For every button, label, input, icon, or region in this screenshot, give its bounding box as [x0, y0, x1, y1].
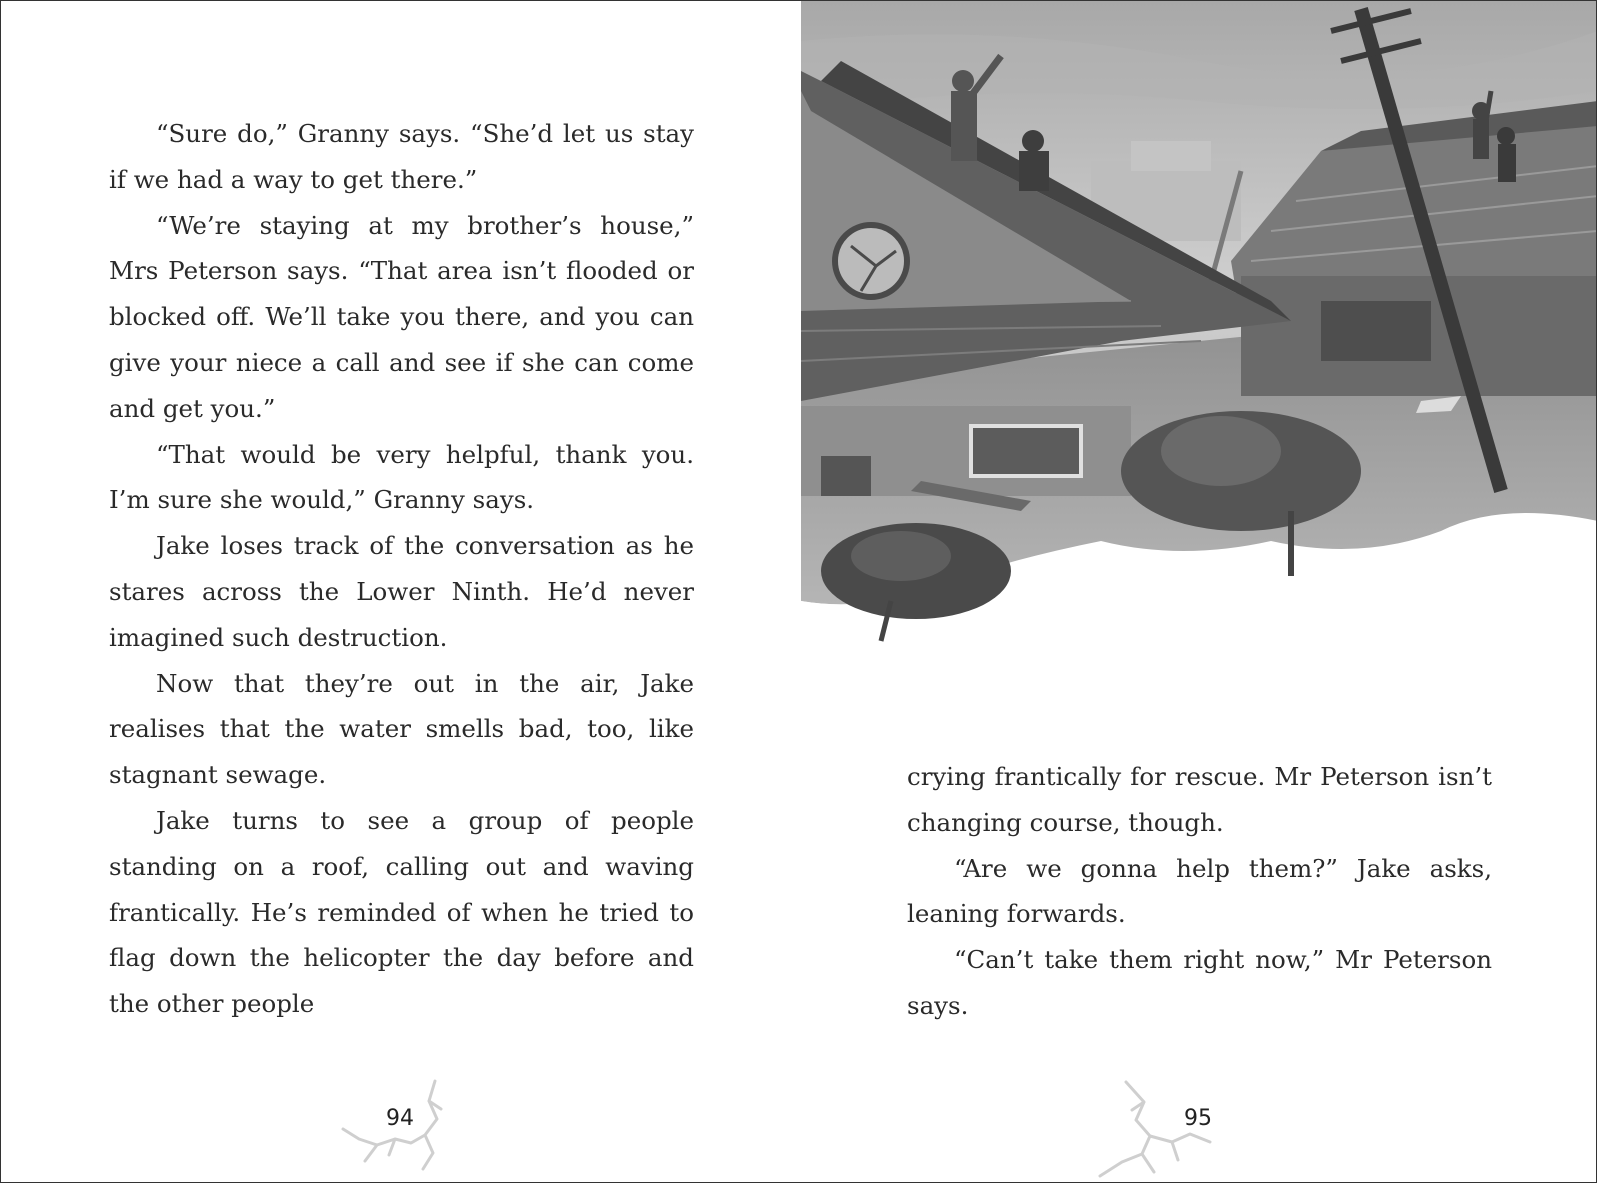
- left-page: [1, 1, 801, 1182]
- page-number: 95: [1184, 1106, 1212, 1131]
- paragraph: “Sure do,” Granny says. “She’d let us stay if we had a way to get there.”: [109, 119, 694, 194]
- paragraph: “That would be very helpful, thank you. I’m sure she would,” Granny says.: [109, 439, 694, 515]
- paragraph: “Are we gonna help them?” Jake asks, leaning forwards.: [907, 853, 1492, 929]
- right-page-text: [907, 754, 1492, 1029]
- paragraph: “We’re staying at my brother’s house,” Mrs Peterson says. “That area isn’t flooded or blocked off. We’ll take you there, and you can give your niece a call and see if she can come and get you.”: [109, 210, 694, 423]
- left-page-text: [109, 111, 694, 1027]
- paragraph: Jake loses track of the conversation as he stares across the Lower Ninth. He’d never imagined such destruction.: [109, 531, 694, 652]
- paragraph: crying frantically for rescue. Mr Peterson isn’t changing course, though.: [907, 762, 1492, 837]
- right-page: [801, 1, 1597, 1182]
- page-number: 94: [386, 1106, 414, 1131]
- paragraph: Now that they’re out in the air, Jake realises that the water smells bad, too, like stagnant sewage.: [109, 668, 694, 790]
- flooded-houses-illustration-icon: [801, 1, 1597, 661]
- paragraph: “Can’t take them right now,” Mr Peterson says.: [907, 945, 1492, 1020]
- paragraph: Jake turns to see a group of people standing on a roof, calling out and waving frantically. He’s reminded of when he tried to flag down the helicopter the day before and the other people: [109, 805, 694, 1019]
